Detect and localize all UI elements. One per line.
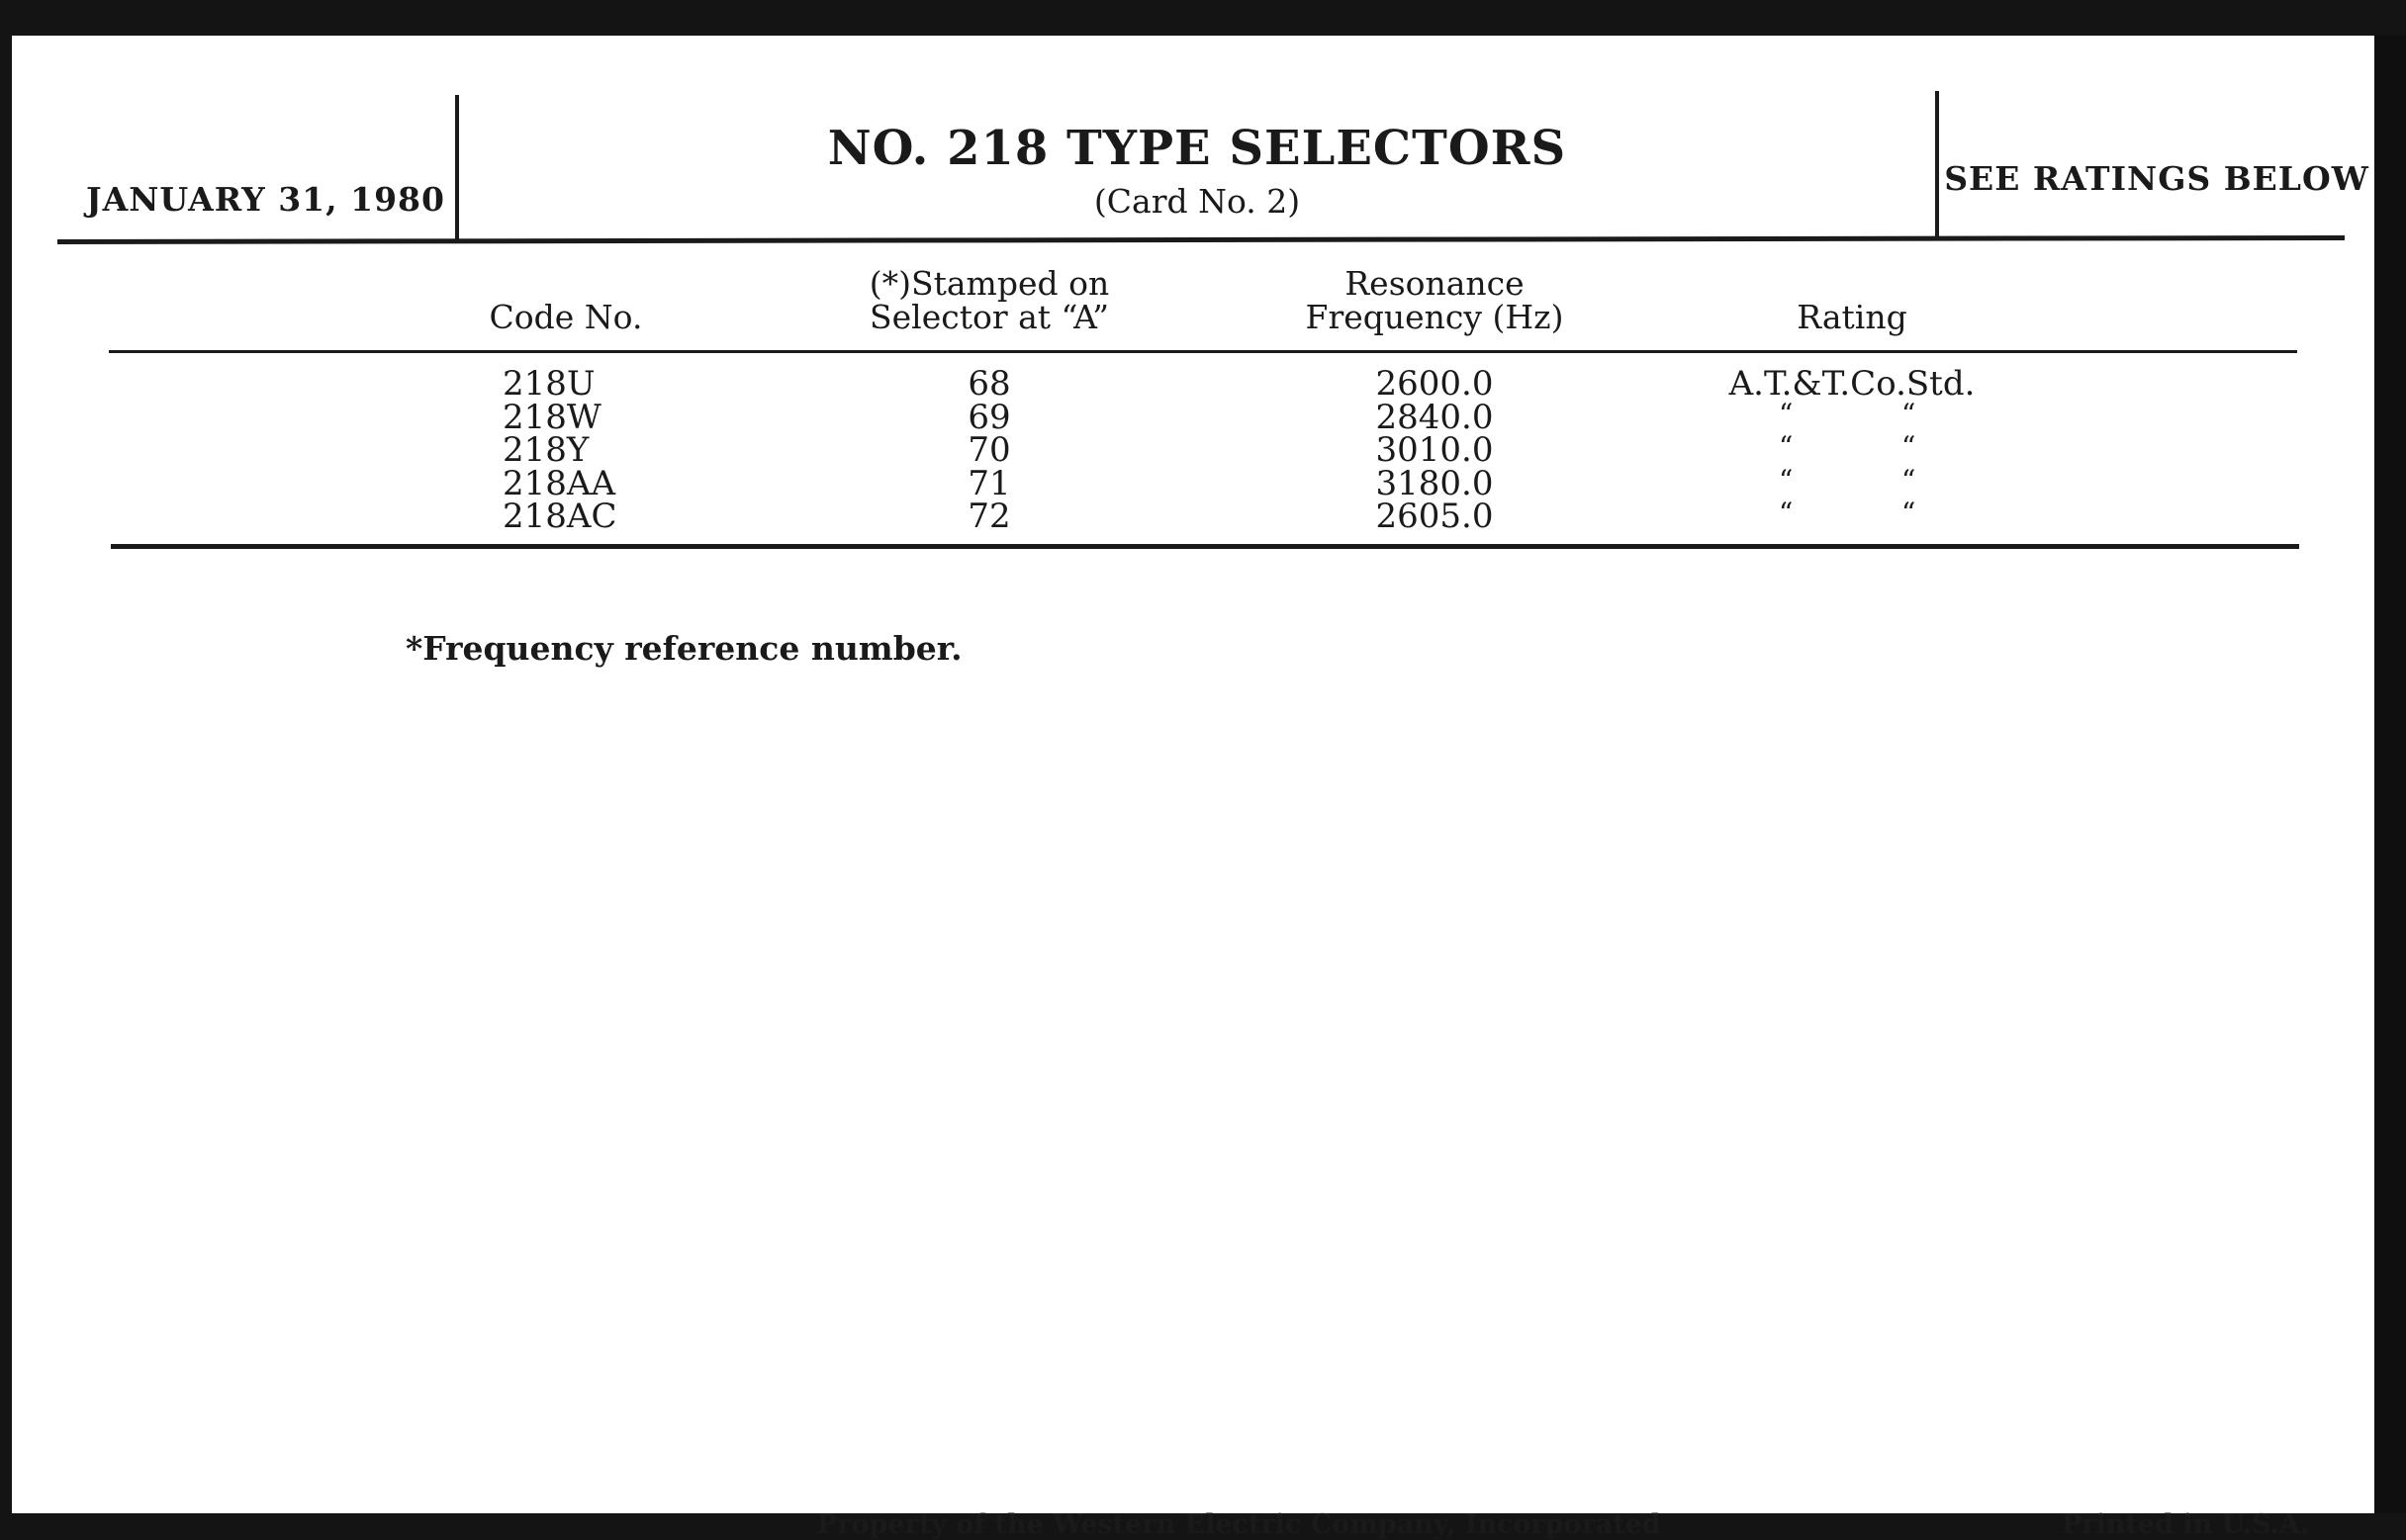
column-header-rule (109, 350, 2297, 353)
code-cell: 218AC (503, 497, 617, 536)
header-rule (57, 235, 2345, 244)
ditto-mark: “ (1779, 430, 1794, 463)
table-row (12, 463, 2374, 503)
card-date: JANUARY 31, 1980 (86, 180, 445, 219)
scan-edge (2374, 36, 2406, 1513)
table-row (12, 430, 2374, 470)
rating-cell: A.T.&T.Co.Std. (1728, 364, 1976, 404)
rating-cell (1634, 463, 2070, 501)
card-subtitle: (Card No. 2) (1093, 182, 1301, 221)
property-notice: Property of the Western Electric Company, Incorporated (817, 1509, 1661, 1540)
stamped-cell: 69 (968, 397, 1011, 437)
stamped-cell: 70 (968, 430, 1011, 470)
card-title: NO. 218 TYPE SELECTORS (827, 121, 1567, 176)
selector-card (12, 36, 2374, 1540)
rating-cell (1634, 430, 2070, 468)
column-header-stamped-line1: (*)Stamped on (869, 264, 1110, 303)
stamped-cell: 71 (968, 463, 1011, 503)
stamped-cell: 72 (968, 497, 1011, 536)
ditto-mark: “ (1779, 497, 1794, 529)
code-cell: 218W (503, 397, 602, 437)
column-header-stamped-line2: Selector at “A” (870, 298, 1109, 336)
footnote: *Frequency reference number. (406, 629, 963, 668)
ditto-mark: “ (1779, 463, 1794, 497)
table-row (12, 364, 2374, 404)
ditto-mark: “ (1901, 463, 1916, 497)
table-end-rule (111, 544, 2299, 549)
code-cell: 218U (503, 364, 596, 404)
column-header-frequency-line2: Frequency (Hz) (1305, 298, 1564, 336)
printed-notice: Printed in U.S.A. (2062, 1509, 2310, 1540)
ditto-mark: “ (1901, 397, 1916, 430)
ditto-mark: “ (1901, 430, 1916, 463)
stamped-cell: 68 (968, 364, 1011, 404)
column-header-frequency-line1: Resonance (1344, 264, 1525, 303)
column-header-rating: Rating (1797, 298, 1907, 336)
ditto-mark: “ (1901, 497, 1916, 529)
frequency-cell: 2840.0 (1375, 397, 1494, 437)
table-body (12, 364, 2374, 536)
column-header-frequency (1237, 264, 1632, 336)
table-row (12, 497, 2374, 536)
ditto-mark: “ (1779, 397, 1794, 430)
rating-cell (1634, 397, 2070, 435)
code-cell: 218Y (503, 430, 590, 470)
table-row (12, 397, 2374, 437)
frequency-cell: 3010.0 (1375, 430, 1494, 470)
column-header-code: Code No. (489, 298, 643, 336)
ratings-note: SEE RATINGS BELOW (1944, 159, 2369, 198)
code-cell: 218AA (503, 463, 616, 503)
frequency-cell: 3180.0 (1375, 463, 1494, 503)
frequency-cell: 2600.0 (1375, 364, 1494, 404)
rating-cell (1634, 497, 2070, 534)
column-header-stamped (791, 264, 1187, 336)
frequency-cell: 2605.0 (1375, 497, 1494, 536)
